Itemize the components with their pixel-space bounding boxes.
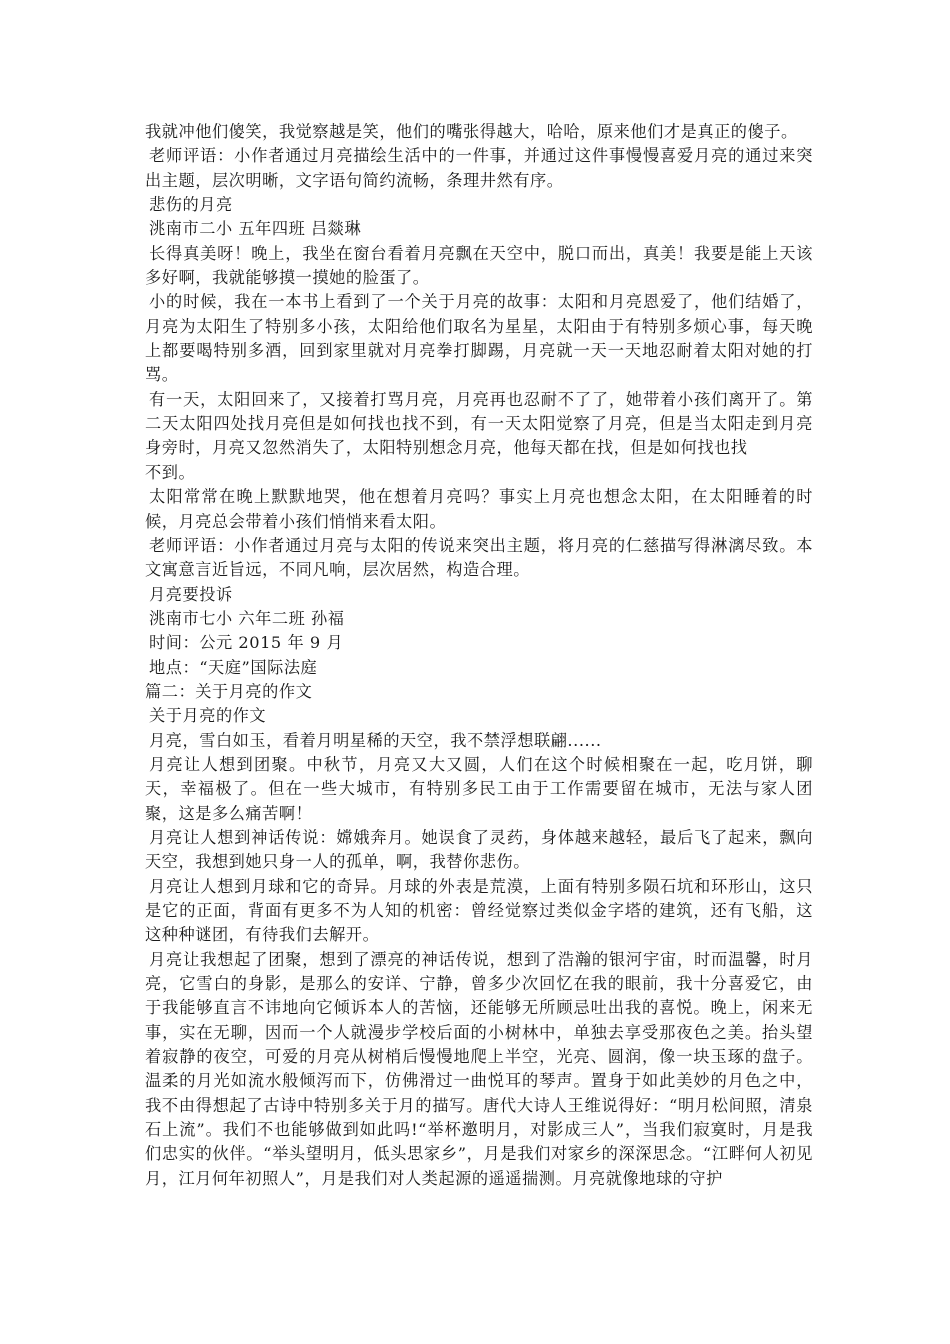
essay-place: 地点：“天庭”国际法庭	[149, 657, 318, 677]
paragraph: 小的时候，我在一本书上看到了一个关于月亮的故事：太阳和月亮恩爱了，他们结婚了，月亮为太阳生了特别多小孩，太阳给他们取名为星星，太阳由于有特别多烦心事，每天晚上都要喝特别多酒，回到家里就对月亮拳打脚踢，月亮就一天一天地忍耐着太阳对她的打骂。	[145, 292, 813, 385]
paragraph: 月亮让我想起了团聚，想到了漂亮的神话传说，想到了浩瀚的银河宇宙，时而温馨，时月亮，它雪白的身影，是那么的安详、宁静，曾多少次回忆在我的眼前，我十分喜爱它，由于我能够直言不讳地向它倾诉本人的苦恼，还能够无所顾忌吐出我的喜悦。晚上，闲来无事，实在无聊，因而一个人就漫步学校后面的小树林中，单独去享受那夜色之美。抬头望着寂静的夜空，可爱的月亮从树梢后慢慢地爬上半空，光亮、圆润，像一块玉琢的盘子。温柔的月光如流水般倾泻而下，仿佛滑过一曲悦耳的琴声。置身于如此美妙的月色之中，我不由得想起了古诗中特别多关于月的描写。唐代大诗人王维说得好：“明月松间照，清泉石上流”。我们不也能够做到如此吗!“举杯邀明月，对影成三人”，当我们寂寞时，月是我们忠实的伙伴。“举头望明月，低头思家乡”，月是我们对家乡的深深思念。“江畔何人初见月，江月何年初照人”，月是我们对人类起源的遥遥揣测。月亮就像地球的守护	[145, 949, 813, 1188]
essay-title: 月亮要投诉	[149, 584, 233, 604]
paragraph: 月亮，雪白如玉，看着月明星稀的天空，我不禁浮想联翩......	[149, 730, 602, 750]
paragraph: 太阳常常在晚上默默地哭，他在想着月亮吗？事实上月亮也想念太阳，在太阳睡着的时候，月亮总会带着小孩们悄悄来看太阳。	[145, 487, 813, 531]
teacher-comment: 老师评语：小作者通过月亮与太阳的传说来突出主题，将月亮的仁慈描写得淋漓尽致。本文寓意言近旨远，不同凡响，层次居然，构造合理。	[145, 535, 813, 580]
document-body	[145, 120, 813, 1191]
paragraph: 月亮让人想到神话传说：嫦娥奔月。她误食了灵药，身体越来越轻，最后飞了起来，飘向天空，我想到她只身一人的孤单，啊，我替你悲伤。	[145, 827, 813, 872]
paragraph: 我就冲他们傻笑，我觉察越是笑，他们的嘴张得越大，哈哈，原来他们才是真正的傻子。	[145, 122, 798, 141]
paragraph: 长得真美呀！晚上，我坐在窗台看着月亮飘在天空中，脱口而出，真美！我要是能上天该多好啊，我就能够摸一摸她的脸蛋了。	[145, 243, 813, 288]
essay-author: 洮南市七小 六年二班 孙福	[149, 608, 345, 628]
paragraph: 月亮让人想到月球和它的奇异。月球的外表是荒漠，上面有特别多陨石坑和环形山，这只是它的正面，背面有更多不为人知的机密：曾经觉察过类似金字塔的建筑，还有飞船，这这种种谜团，有待我们去解开。	[145, 876, 813, 945]
paragraph: 有一天，太阳回来了，又接着打骂月亮，月亮再也忍耐不了了，她带着小孩们离开了。第二天太阳四处找月亮但是如何找也找不到，有一天太阳觉察了月亮，但是当太阳走到月亮身旁时，月亮又忽然消失了，太阳特别想念月亮，他每天都在找，但是如何找也找	[145, 389, 813, 458]
essay-author: 洮南市二小 五年四班 吕燚琳	[149, 219, 362, 239]
essay-title: 关于月亮的作文	[149, 706, 267, 726]
essay-time: 时间：公元 2015 年 9 月	[149, 633, 344, 653]
essay-title: 悲伤的月亮	[149, 195, 233, 215]
teacher-comment: 老师评语：小作者通过月亮描绘生活中的一件事，并通过这件事慢慢喜爱月亮的通过来突出主题，层次明晰，文字语句简约流畅，条理井然有序。	[145, 146, 813, 190]
paragraph: 不到。	[145, 462, 196, 482]
section-heading: 篇二：关于月亮的作文	[145, 681, 313, 701]
paragraph: 月亮让人想到团聚。中秋节，月亮又大又圆，人们在这个时候相聚在一起，吃月饼，聊天，幸福极了。但在一些大城市，有特别多民工由于工作需要留在城市，无法与家人团聚，这是多么痛苦啊！	[145, 754, 813, 823]
